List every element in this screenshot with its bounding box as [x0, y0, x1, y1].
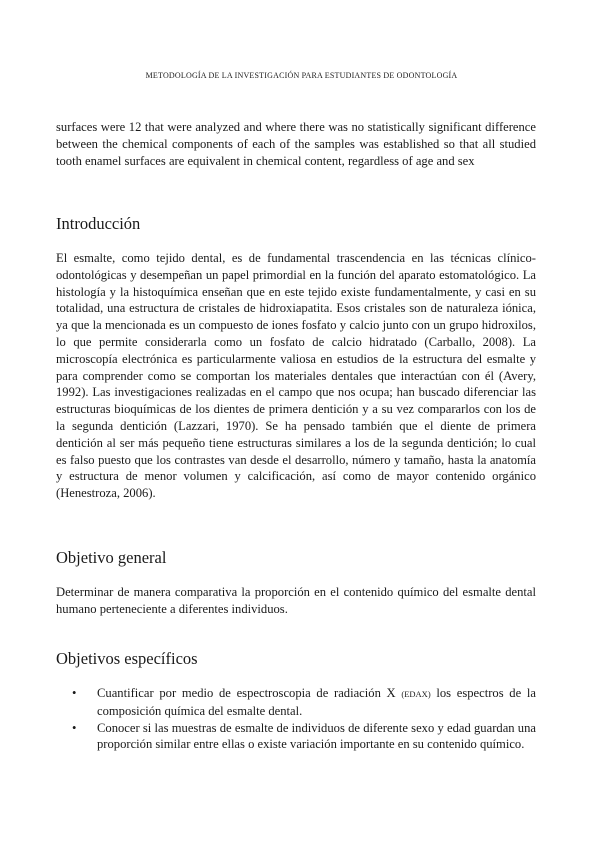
abstract-continuation: surfaces were 12 that were analyzed and where there was no statistically significant difference between the chemical components of each of the samples was established so that all studied tooth enamel surfaces are equivalent in chemical content, regardless of age and sex: [56, 120, 536, 168]
section-heading-introduccion: Introducción: [56, 214, 141, 233]
bullet-icon: •: [72, 686, 77, 700]
introduccion-paragraph: El esmalte, como tejido dental, es de fundamental trascendencia en las técnicas clínico-odontológicas y desempeñan un papel primordial en la función del aparato estomatológico. La histología y la histoquímica enseñan que en este tejido existe fundamentalmente, y casi en su totalidad, una estructura de cristales de hidroxiapatita. Esos cristales son de naturaleza iónica, ya que la mencionada es un compuesto de iones fosfato y calcio junto con un grupo hidroxilos, lo que permite considerarla como un fosfato de calcio hidratado (Carballo, 2008). La microscopía electrónica es particularmente valiosa en estudios de la estructura del esmalte y para comprender como se comportan los materiales dentales que interactúan con él (Avery, 1992). Las investigaciones realizadas en el campo que nos ocupa; han buscado diferenciar las estructuras bioquímicas de los dientes de primera dentición y a su vez compararlos con los de la segunda dentición (Lazzari, 1970). Se ha pensado también que el diente de primera dentición al ser más pequeño tiene estructuras similares a los de la segunda dentición; lo cual es falso puesto que los contrastes van desde el desarrollo, número y tamaño, hasta la anatomía y estructura de menor volumen y calcificación, así como de mayor contenido orgánico (Henestroza, 2006).: [56, 251, 536, 501]
list-item: [72, 720, 536, 754]
list-item-text: Cuantificar por medio de espectroscopia de radiación X: [97, 686, 396, 700]
list-item-text: Conocer si las muestras de esmalte de individuos de diferente sexo y edad guardan una proporción similar entre ellas o existe variación importante en su contenido químico.: [97, 720, 536, 752]
section-heading-objetivo-general: Objetivo general: [56, 548, 167, 567]
running-header: METODOLOGÍA DE LA INVESTIGACIÓN PARA ESTUDIANTES DE ODONTOLOGÍA: [145, 71, 458, 80]
objetivo-general-paragraph: Determinar de manera comparativa la proporción en el contenido químico del esmalte dental humano perteneciente a diferentes individuos.: [56, 585, 536, 616]
list-item: [72, 685, 536, 720]
list-item-text: los espectros de la composición química del esmalte dental.: [97, 686, 536, 718]
objetivos-list: [72, 685, 536, 753]
section-heading-objetivos-especificos: Objetivos específicos: [56, 649, 198, 668]
bullet-icon: •: [72, 720, 77, 735]
edax-acronym: (EDAX): [401, 689, 431, 699]
